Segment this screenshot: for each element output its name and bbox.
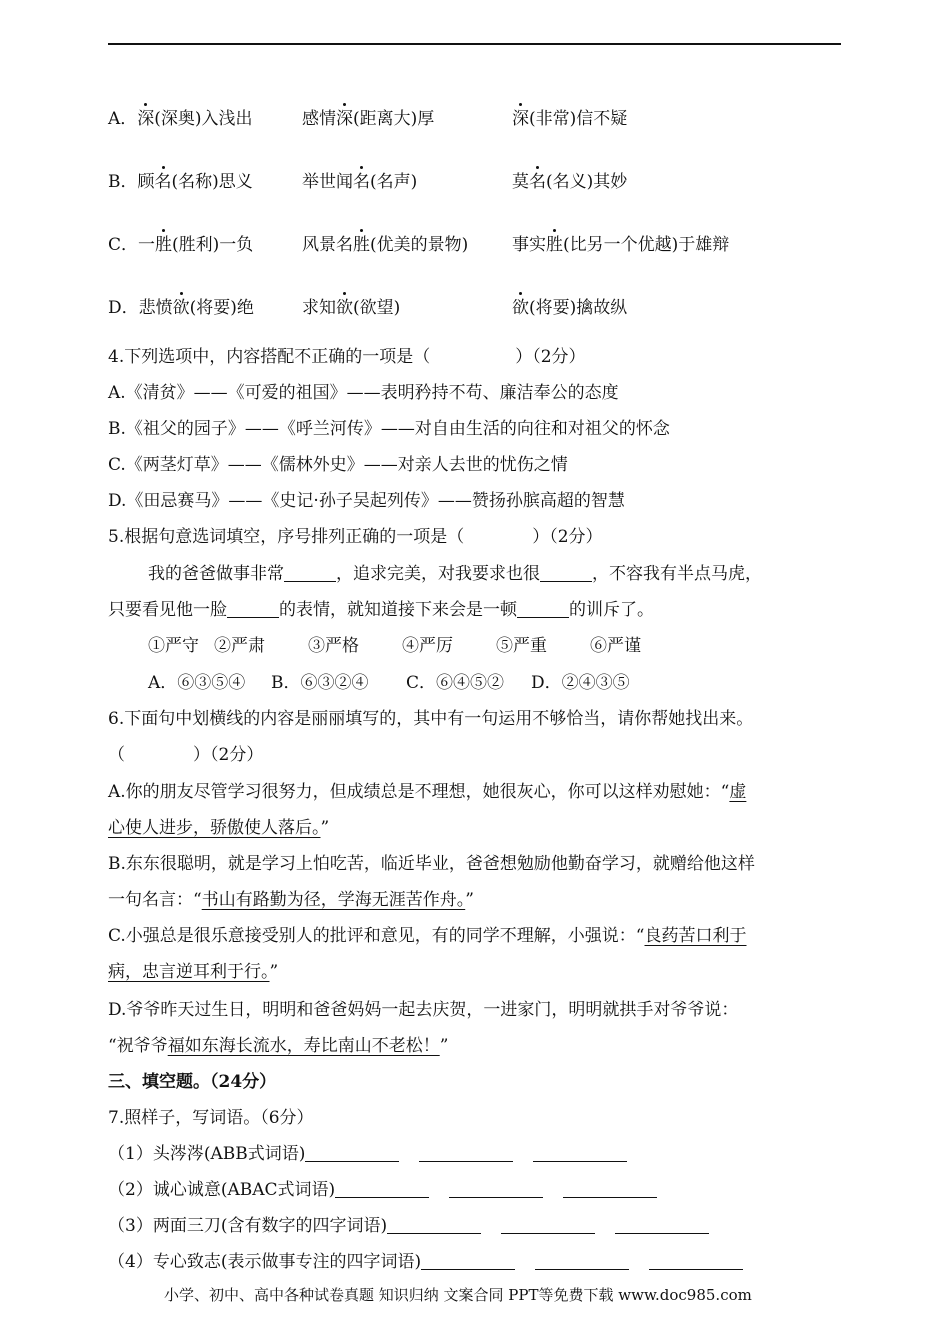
blank-1[interactable] xyxy=(284,564,336,582)
word-6: ⑥严谨 xyxy=(590,636,641,656)
word-1: ①严守 xyxy=(148,636,199,656)
q5-passage-line1: 我的爸爸做事非常 ，追求完美，对我要求也很 ，不容我有半点马虎， xyxy=(148,564,762,584)
answer-blank[interactable] xyxy=(335,1180,429,1198)
q7-item-4: （4）专心致志(表示做事专注的四字词语) xyxy=(108,1251,743,1273)
answer-blank[interactable] xyxy=(387,1216,481,1234)
q3-row-c-col1: C．一胜(胜利)一负 xyxy=(108,235,254,255)
word-4: ④严厉 xyxy=(402,636,453,656)
q3-row-d-col2: 求知欲(欲望) xyxy=(302,298,401,318)
q6-option-a-line1: A.你的朋友尽管学习很努力，但成绩总是不理想，她很灰心，你可以这样劝慰她：“虚 xyxy=(108,782,747,802)
blank-2[interactable] xyxy=(540,564,592,582)
q5-choices xyxy=(148,672,630,694)
q5-word-bank xyxy=(148,635,656,657)
header-rule xyxy=(108,43,841,45)
q5-choice-c: C．⑥④⑤② xyxy=(406,673,505,693)
q5-choice-d: D．②④③⑤ xyxy=(531,673,630,693)
answer-blank[interactable] xyxy=(419,1144,513,1162)
word-3: ③严格 xyxy=(308,636,359,656)
q3-row-b-col3: 莫名(名义)其妙 xyxy=(512,172,628,192)
q4-option-d: D.《田忌赛马》——《史记·孙子吴起列传》——赞扬孙膑高超的智慧 xyxy=(108,491,625,511)
blank-3[interactable] xyxy=(227,600,279,618)
q6-option-c-line2: 病，忠言逆耳利于行。” xyxy=(108,962,279,982)
section-3-heading: 三、填空题。（24分） xyxy=(108,1072,277,1092)
q7-stem: 7.照样子，写词语。（6分） xyxy=(108,1108,314,1128)
q7-item-1: （1）头涔涔(ABB式词语) xyxy=(108,1143,627,1165)
q6-option-b-line1: B.东东很聪明，就是学习上怕吃苦，临近毕业，爸爸想勉励他勤奋学习，就赠给他这样 xyxy=(108,854,755,874)
word-2: ②严肃 xyxy=(214,636,265,656)
word-5: ⑤严重 xyxy=(496,636,547,656)
answer-blank[interactable] xyxy=(421,1252,515,1270)
q6-option-d-line1: D.爷爷昨天过生日，明明和爸爸妈妈一起去庆贺，一进家门，明明就拱手对爷爷说： xyxy=(108,1000,739,1020)
answer-blank[interactable] xyxy=(501,1216,595,1234)
q4-option-a: A.《清贫》——《可爱的祖国》——表明矜持不苟、廉洁奉公的态度 xyxy=(108,383,619,403)
q6-option-a-line2: 心使人进步，骄傲使人落后。” xyxy=(108,818,330,838)
q5-choice-b: B．⑥③②④ xyxy=(271,673,369,693)
footer-ad: 小学、初中、高中各种试卷真题 知识归纳 文案合同 PPT等免费下载 www.doc985.com xyxy=(164,1286,752,1304)
q3-row-d-col3: 欲(将要)擒故纵 xyxy=(512,298,628,318)
q3-row-b-col2: 举世闻名(名声) xyxy=(302,172,418,192)
q5-stem: 5.根据句意选词填空，序号排列正确的一项是（ ）（2分） xyxy=(108,527,603,547)
q6-option-b-line2: 一句名言：“书山有路勤为径，学海无涯苦作舟。” xyxy=(108,890,474,910)
q5-passage-line2: 只要看见他一脸 的表情，就知道接下来会是一顿 的训斥了。 xyxy=(108,600,654,620)
q6-answer-paren: （ ）（2分） xyxy=(108,745,264,765)
q7-item-3: （3）两面三刀(含有数字的四字词语) xyxy=(108,1215,709,1237)
answer-blank[interactable] xyxy=(649,1252,743,1270)
q4-stem: 4.下列选项中，内容搭配不正确的一项是（ ）（2分） xyxy=(108,347,586,367)
answer-blank[interactable] xyxy=(305,1144,399,1162)
answer-blank[interactable] xyxy=(563,1180,657,1198)
q3-row-c-col3: 事实胜(比另一个优越)于雄辩 xyxy=(512,235,730,255)
q3-row-c-col2: 风景名胜(优美的景物) xyxy=(302,235,469,255)
answer-blank[interactable] xyxy=(615,1216,709,1234)
q3-row-a-col2: 感情深(距离大)厚 xyxy=(302,109,435,129)
blank-4[interactable] xyxy=(517,600,569,618)
answer-blank[interactable] xyxy=(533,1144,627,1162)
answer-blank[interactable] xyxy=(535,1252,629,1270)
q6-option-c-line1: C.小强总是很乐意接受别人的批评和意见，有的同学不理解，小强说：“良药苦口利于 xyxy=(108,926,747,946)
q7-item-2: （2）诚心诚意(ABAC式词语) xyxy=(108,1179,657,1201)
q3-row-a-col3: 深(非常)信不疑 xyxy=(512,109,628,129)
q6-option-d-line2: “祝爷爷福如东海长流水，寿比南山不老松！” xyxy=(108,1036,449,1056)
q4-option-c: C.《两茎灯草》——《儒林外史》——对亲人去世的忧伤之情 xyxy=(108,455,568,475)
q4-option-b: B.《祖父的园子》——《呼兰河传》——对自由生活的向往和对祖父的怀念 xyxy=(108,419,670,439)
q3-row-a-col1: A．深(深奥)入浅出 xyxy=(108,109,253,129)
q3-row-d-col1: D．悲愤欲(将要)绝 xyxy=(108,298,254,318)
q3-row-b-col1: B．顾名(名称)思义 xyxy=(108,172,253,192)
q6-stem: 6.下面句中划横线的内容是丽丽填写的，其中有一句运用不够恰当，请你帮她找出来。 xyxy=(108,709,754,729)
answer-blank[interactable] xyxy=(449,1180,543,1198)
q5-choice-a: A．⑥③⑤④ xyxy=(148,673,246,693)
